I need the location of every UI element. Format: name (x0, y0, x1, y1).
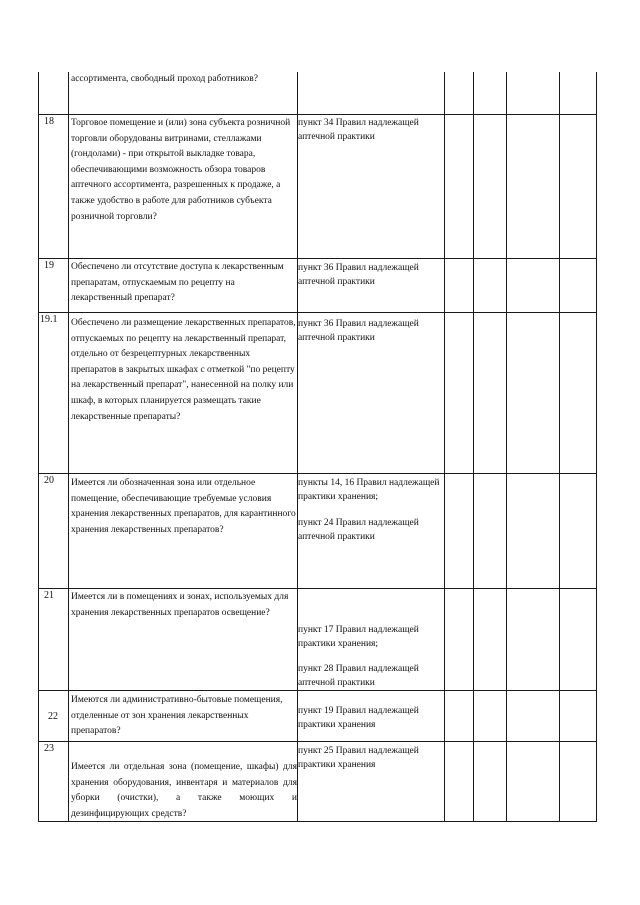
row-divider (38, 258, 597, 259)
column-divider (559, 72, 560, 822)
row-divider (38, 312, 597, 313)
regulation-reference: пункт 17 Правил надлежащей практики хранения; (298, 625, 419, 649)
question-text: ассортимента, свободный проход работников? (71, 74, 259, 84)
row-number: 19.1 (40, 314, 58, 325)
row-number: 22 (48, 711, 58, 722)
table-border-right (596, 72, 597, 822)
regulation-reference: пункт 25 Правил надлежащей практики хранения (298, 746, 419, 770)
regulation-reference: пункт 28 Правил надлежащей аптечной практики (298, 664, 419, 688)
row-number: 20 (44, 475, 54, 486)
column-divider (444, 72, 445, 822)
row-divider (38, 473, 597, 474)
question-text: Имеются ли административно-бытовые помещения, отделенные от зон хранения лекарственных препаратов? (71, 695, 283, 737)
row-divider (38, 690, 597, 691)
regulation-reference: пункты 14, 16 Правил надлежащей практики хранения; (298, 478, 440, 502)
row-divider (38, 114, 597, 115)
row-divider (38, 588, 597, 589)
row-divider (38, 741, 597, 742)
row-number: 18 (44, 116, 54, 127)
row-number: 19 (44, 260, 54, 271)
question-text: Обеспечено ли отсутствие доступа к лекарственным препаратам, отпускаемым по рецепту на лекарственный препарат? (71, 262, 284, 304)
question-text: Обеспечено ли размещение лекарственных препаратов, отпускаемых по рецепту на лекарственный препарат, отдельно от безрецептурных лекарственных препаратов в закрытых шкафах с отметкой "по рецепту на лекарственный препарат", нанесенной на полку или шкаф, в которых планируется размещать такие лекарственные препараты? (71, 318, 296, 422)
column-divider (506, 72, 507, 822)
row-number: 23 (44, 743, 54, 754)
regulation-reference: пункт 36 Правил надлежащей аптечной практики (298, 263, 419, 287)
question-text: Имеется ли в помещениях и зонах, используемых для хранения лекарственных препаратов освещение? (71, 592, 289, 618)
question-text: Имеется ли отдельная зона (помещение, шкафы) для хранения оборудования, инвентаря и материалов для уборки (очистки), а также моющих и дезинфицирующих средств? (71, 762, 297, 819)
table-border-left (38, 72, 39, 822)
regulation-reference: пункт 34 Правил надлежащей аптечной практики (298, 118, 419, 142)
question-text: Торговое помещение и (или) зона субъекта розничной торговли оборудованы витринами, стеллажами (гондолами) - при открытой выкладке товара, обеспечивающими возможность обзора товаров аптечного ассортимента, разрешенных к продаже, а также удобство в работе для работников субъекта розничной торговли? (71, 118, 291, 222)
question-text: Имеется ли обозначенная зона или отдельное помещение, обеспечивающие требуемые условия хранения лекарственных препаратов, для карантинного хранения лекарственных препаратов? (71, 478, 296, 535)
regulation-reference: пункт 36 Правил надлежащей аптечной практики (298, 319, 419, 343)
regulation-reference: пункт 24 Правил надлежащей аптечной практики (298, 518, 419, 542)
column-divider (68, 72, 69, 822)
regulation-reference: пункт 19 Правил надлежащей практики хранения (298, 706, 419, 730)
column-divider (473, 72, 474, 822)
row-number: 21 (44, 590, 54, 601)
